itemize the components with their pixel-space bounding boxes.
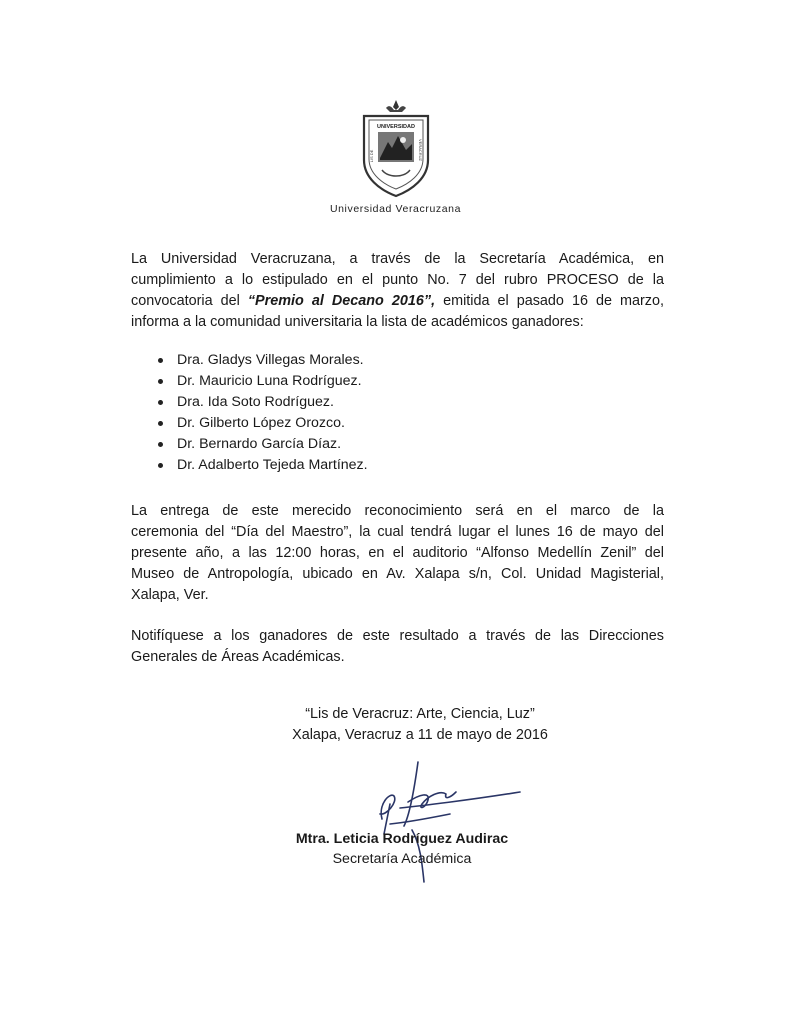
svg-text:VERACRUZ: VERACRUZ <box>418 138 423 162</box>
intro-line-4: informa a la comunidad universitaria la lista de académicos ganadores: <box>131 314 584 330</box>
list-item <box>158 371 368 392</box>
bullet-icon <box>158 400 163 405</box>
list-item <box>158 392 368 413</box>
award-name: “Premio al Decano 2016”, <box>247 293 436 309</box>
signer-title: Secretaría Académica <box>332 851 472 867</box>
notice-line-1: Notifíquese a los ganadores de este resultado a través de las Direcciones <box>131 628 664 644</box>
intro-line-2: cumplimiento a lo estipulado en el punto No. 7 del rubro PROCESO de la <box>131 272 664 288</box>
institution-name: Universidad Veracruzana <box>329 203 462 215</box>
svg-text:LIS DE: LIS DE <box>369 149 374 163</box>
ceremony-paragraph <box>131 501 664 606</box>
bullet-icon <box>158 442 163 447</box>
university-seal-icon <box>356 98 436 198</box>
ceremony-line-3: presente año, a las 12:00 horas, en el auditorio “Alfonso Medellín Zenil” del <box>131 545 664 561</box>
bullet-icon <box>158 358 163 363</box>
winner-name: Dra. Ida Soto Rodríguez. <box>177 394 334 410</box>
ceremony-line-4: Museo de Antropología, ubicado en Av. Xalapa s/n, Col. Unidad Magisterial, <box>131 566 664 582</box>
ceremony-line-2: ceremonia del “Día del Maestro”, la cual tendrá lugar el lunes 16 de mayo del <box>131 524 664 540</box>
svg-text:UNIVERSIDAD: UNIVERSIDAD <box>377 124 415 130</box>
bullet-icon <box>158 379 163 384</box>
winner-name: Dr. Adalberto Tejeda Martínez. <box>177 457 368 473</box>
winner-name: Dra. Gladys Villegas Morales. <box>177 352 364 368</box>
bullet-icon <box>158 463 163 468</box>
intro-paragraph <box>131 249 664 333</box>
signer-name: Mtra. Leticia Rodríguez Audirac <box>295 831 509 847</box>
intro-line-3-post: emitida el pasado 16 de marzo, <box>435 293 664 309</box>
winner-name: Dr. Mauricio Luna Rodríguez. <box>177 373 362 389</box>
intro-line-1: La Universidad Veracruzana, a través de la Secretaría Académica, en <box>131 251 664 267</box>
winner-name: Dr. Bernardo García Díaz. <box>177 436 342 452</box>
list-item <box>158 350 368 371</box>
motto: “Lis de Veracruz: Arte, Ciencia, Luz” <box>305 706 535 722</box>
winner-name: Dr. Gilberto López Orozco. <box>177 415 345 431</box>
ceremony-line-1: La entrega de este merecido reconocimiento será en el marco de la <box>131 503 664 519</box>
intro-line-3 <box>131 291 664 312</box>
bullet-icon <box>158 421 163 426</box>
notice-line-2: Generales de Áreas Académicas. <box>131 649 345 665</box>
winners-list <box>158 350 368 476</box>
ceremony-line-5: Xalapa, Ver. <box>131 587 209 603</box>
notice-paragraph <box>131 626 664 668</box>
place-date: Xalapa, Veracruz a 11 de mayo de 2016 <box>292 727 548 743</box>
list-item <box>158 434 368 455</box>
intro-line-3-pre: convocatoria del <box>131 293 248 309</box>
list-item <box>158 455 368 476</box>
list-item <box>158 413 368 434</box>
